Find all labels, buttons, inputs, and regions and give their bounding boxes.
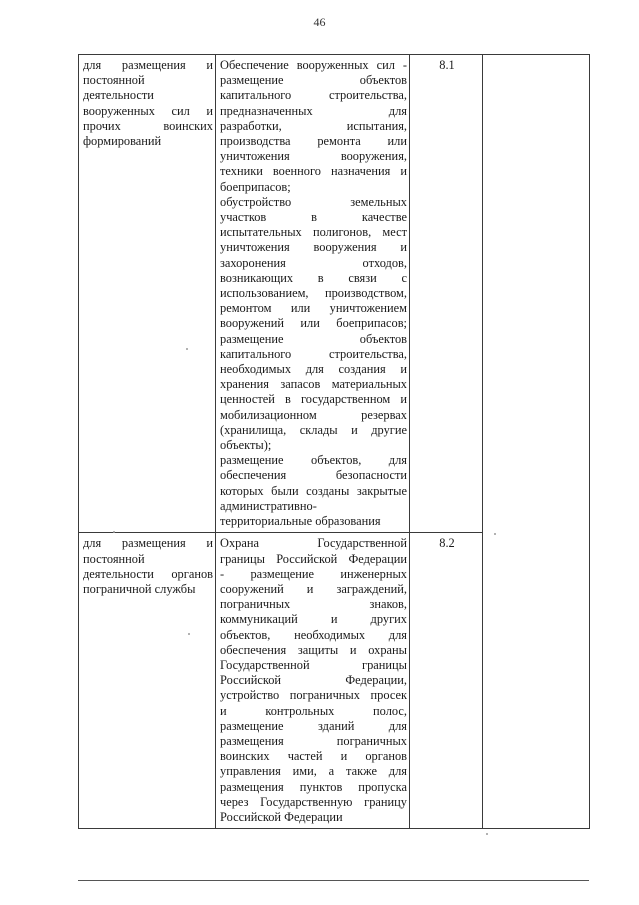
land-use-description-cell-line: размещения пунктов пропуска (220, 779, 407, 794)
land-use-description-cell-line: сооружений и заграждений, (220, 581, 407, 596)
land-use-description-cell-line: боеприпасов; (220, 179, 291, 194)
land-use-description-cell-line: управления ими, а также для (220, 764, 407, 779)
land-use-description-cell-line: размещение зданий для (220, 718, 407, 733)
land-use-description-cell (216, 533, 410, 829)
land-use-description-cell-line: (хранилища, склады и другие (220, 422, 407, 437)
land-use-description-cell (216, 55, 410, 533)
land-use-classifier-table (78, 54, 590, 829)
land-use-name-cell-line: постоянной (83, 73, 145, 88)
scan-speck (113, 531, 115, 533)
land-use-code-cell: 8.2 (410, 533, 483, 829)
land-use-description-cell-line: техники военного назначения и (220, 164, 407, 179)
land-use-description-cell-line: ценностей в государственном и (220, 392, 407, 407)
scan-speck (188, 633, 190, 635)
land-use-description-cell-line: захоронения отходов, (220, 255, 407, 270)
land-use-description-cell-line: возникающих в связи с (220, 270, 407, 285)
land-use-description-cell-line: Обеспечение вооруженных сил - (220, 58, 407, 72)
land-use-name-cell (79, 55, 216, 533)
land-use-description-cell-line: - размещение инженерных (220, 566, 407, 581)
land-use-name-cell-line: формирований (83, 134, 162, 149)
land-use-description-cell-line: разработки, испытания, (220, 118, 407, 133)
land-use-description-cell-line: обеспечения защиты и охраны (220, 642, 407, 657)
land-use-description-cell-line: объекты); (220, 438, 272, 453)
land-use-description-cell-line: необходимых для создания и (220, 362, 407, 377)
land-use-description-cell-line: использованием, производством, (220, 286, 407, 301)
land-use-description-cell-line: Российской Федерации (220, 809, 343, 824)
land-use-description-cell-line: воинских частей и органов (220, 749, 407, 764)
land-use-description-cell-line: производства ремонта или (220, 134, 407, 149)
land-use-description-cell-line: капитального строительства, (220, 346, 407, 361)
land-use-name-cell-line: прочих воинских (83, 118, 213, 133)
land-use-description-cell-line: уничтожения вооружения и (220, 240, 407, 255)
land-use-description-cell-line: административно- (220, 498, 317, 513)
land-use-description-cell-line: предназначенных для (220, 103, 407, 118)
land-use-description-cell-line: размещение объектов, для (220, 453, 407, 468)
scan-speck (186, 348, 188, 350)
land-use-description-cell-line: испытательных полигонов, мест (220, 225, 407, 240)
land-use-name-cell-line: деятельности органов (83, 566, 213, 581)
land-use-description-cell-line: объектов, необходимых для (220, 627, 407, 642)
land-use-description-cell-line: обустройство земельных (220, 194, 407, 209)
land-use-description-cell-line: мобилизационном резервах (220, 407, 407, 422)
land-use-description-cell-line: размещение объектов (220, 331, 407, 346)
land-use-description-cell-line: которых были созданы закрытые (220, 483, 407, 498)
land-use-description-cell-line: размещения пограничных (220, 733, 407, 748)
land-use-description-cell-line: границы Российской Федерации (220, 551, 407, 566)
page-number: 46 (313, 15, 326, 29)
land-use-description-cell-line: участков в качестве (220, 210, 407, 225)
land-use-description-cell-line: устройство пограничных просек (220, 688, 407, 703)
land-use-description-cell-line: пограничных знаков, (220, 597, 407, 612)
land-use-code-cell: 8.1 (410, 55, 483, 533)
land-use-name-cell-line: постоянной (83, 551, 145, 566)
land-use-description-cell-line: хранения запасов материальных (220, 377, 407, 392)
scan-speck (494, 533, 496, 535)
land-use-description-cell-line: вооружений или боеприпасов; (220, 316, 407, 331)
land-use-description-cell-line: Государственной границы (220, 657, 407, 672)
land-use-description-cell-line: капитального строительства, (220, 88, 407, 103)
land-use-name-cell (79, 533, 216, 829)
land-use-description-cell-line: Российской Федерации, (220, 673, 407, 688)
row-armed-forces (79, 55, 590, 533)
footer-rule (78, 880, 589, 881)
land-use-description-cell-line: размещение объектов (220, 73, 407, 88)
land-use-name-cell-line: пограничной службы (83, 581, 196, 596)
land-use-description-cell-line: территориальные образования (220, 514, 381, 529)
land-use-description-cell-line: ремонтом или уничтожением (220, 301, 407, 316)
land-use-name-cell-line: для размещения и (83, 536, 213, 551)
notes-cell (483, 55, 590, 829)
scan-speck (486, 833, 488, 835)
land-use-description-cell-line: через Государственную границу (220, 794, 407, 809)
land-use-description-cell-line: коммуникаций и других (220, 612, 407, 627)
table-body (79, 55, 590, 829)
land-use-description-cell-line: обеспечения безопасности (220, 468, 407, 483)
land-use-description-cell-line: и контрольных полос, (220, 703, 407, 718)
land-use-name-cell-line: для размещения и (83, 58, 213, 72)
land-use-description-cell-line: уничтожения вооружения, (220, 149, 407, 164)
land-use-name-cell-line: вооруженных сил и (83, 103, 213, 118)
land-use-name-cell-line: деятельности (83, 88, 154, 103)
land-use-description-cell-line: Охрана Государственной (220, 536, 407, 551)
